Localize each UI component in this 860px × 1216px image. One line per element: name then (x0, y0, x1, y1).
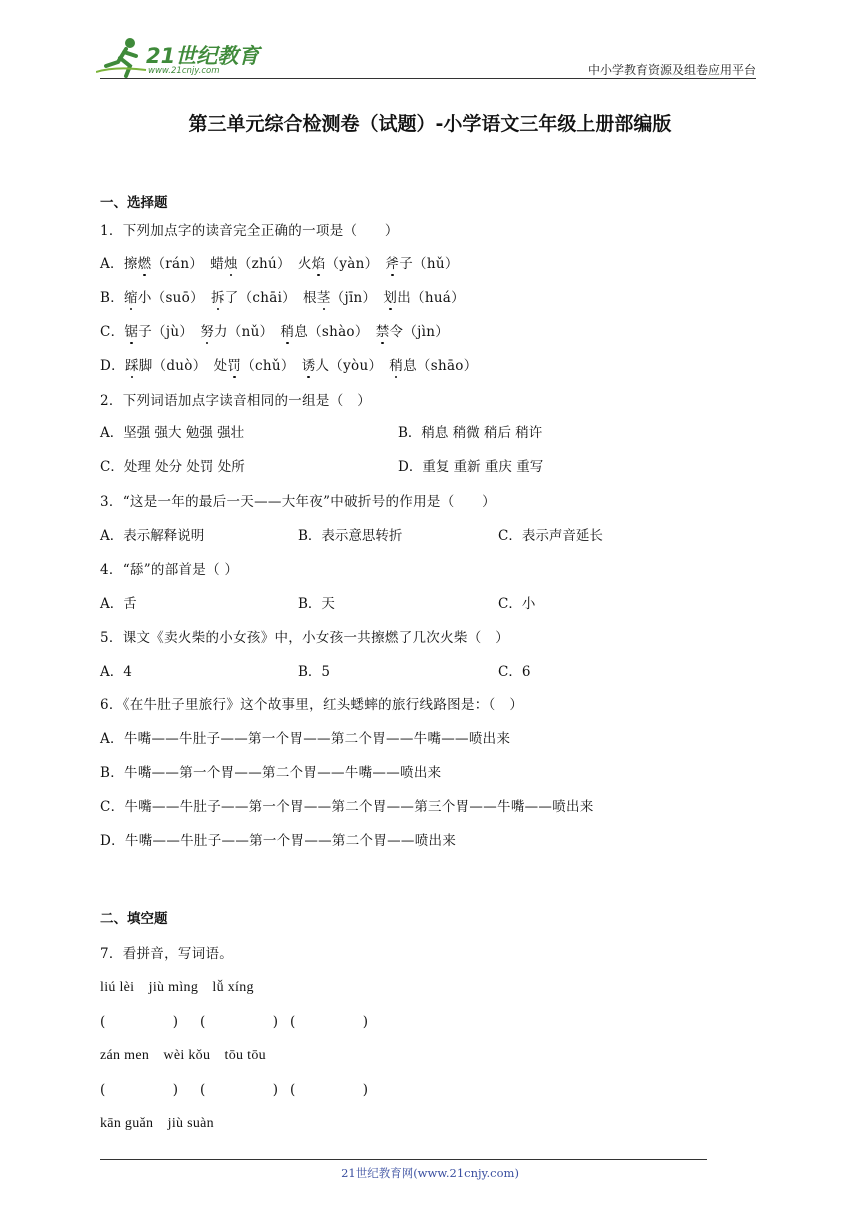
question-3-option-b: B．表示意思转折 (298, 528, 403, 544)
question-6-option-b: B．牛嘴——第一个胃——第二个胃——牛嘴——喷出来 (100, 765, 442, 781)
question-2-options-row-2 (100, 455, 760, 475)
question-5-option-c: C．6 (498, 664, 531, 680)
footer-divider (100, 1159, 707, 1160)
question-3-stem: 3．“这是一年的最后一天——大年夜”中破折号的作用是（ ） (100, 494, 496, 510)
question-5-options (100, 660, 760, 680)
pinyin-row-2: zán men wèi kǒu tōu tōu (100, 1048, 266, 1063)
answer-blanks-row-1 (100, 1010, 400, 1030)
question-5-option-b: B．5 (298, 664, 331, 680)
question-1-option-a: A．擦燃（rán） 蜡烛（zhú） 火焰（yàn） 斧子（hǔ） (100, 256, 459, 272)
question-6-option-a: A．牛嘴——牛肚子——第一个胃——第二个胃——牛嘴——喷出来 (100, 731, 511, 747)
question-7-stem: 7．看拼音，写词语。 (100, 946, 234, 962)
logo-url: www.21cnjy.com (148, 66, 220, 76)
answer-blank[interactable]: ( ) (100, 1014, 179, 1030)
question-1-stem: 1．下列加点字的读音完全正确的一项是（ ） (100, 223, 399, 239)
question-2-option-d: D．重复 重新 重庆 重写 (398, 459, 544, 475)
question-4-option-b: B．天 (298, 596, 335, 612)
section-heading-fill: 二、填空题 (100, 911, 168, 927)
question-2-options-row-1 (100, 421, 760, 441)
answer-blank[interactable]: ( ) (290, 1014, 369, 1030)
question-6-option-c: C．牛嘴——牛肚子——第一个胃——第二个胃——第三个胃——牛嘴——喷出来 (100, 799, 594, 815)
question-1-option-b: B．缩小（suō） 拆了（chāi） 根茎（jīn） 划出（huá） (100, 290, 465, 306)
question-5-stem: 5．课文《卖火柴的小女孩》中，小女孩一共擦燃了几次火柴（ ） (100, 630, 510, 646)
answer-blank[interactable]: ( ) (200, 1014, 279, 1030)
answer-blanks-row-2 (100, 1078, 400, 1098)
page-title: 第三单元综合检测卷（试题）-小学语文三年级上册部编版 (188, 113, 672, 135)
question-6-stem: 6．《在牛肚子里旅行》这个故事里，红头蟋蟀的旅行线路图是：（ ） (100, 697, 524, 713)
logo-text: 21世纪教育 (146, 44, 260, 68)
question-2-option-c: C．处理 处分 处罚 处所 (100, 459, 245, 475)
question-2-option-a: A．坚强 强大 勉强 强壮 (100, 425, 245, 441)
answer-blank[interactable]: ( ) (200, 1082, 279, 1098)
question-4-option-a: A．舌 (100, 596, 137, 612)
section-heading-choice: 一、选择题 (100, 195, 168, 211)
question-2-stem: 2．下列词语加点字读音相同的一组是（ ） (100, 393, 372, 409)
question-3-option-a: A．表示解释说明 (100, 528, 205, 544)
question-6-option-d: D．牛嘴——牛肚子——第一个胃——第二个胃——喷出来 (100, 833, 457, 849)
answer-blank[interactable]: ( ) (100, 1082, 179, 1098)
runner-logo-icon (96, 36, 148, 78)
footer-text: 21世纪教育网(www.21cnjy.com) (341, 1166, 519, 1180)
question-4-stem: 4．“舔”的部首是（ ） (100, 562, 239, 578)
platform-name: 中小学教育资源及组卷应用平台 (587, 63, 756, 77)
question-4-option-c: C．小 (498, 596, 536, 612)
question-4-options (100, 592, 760, 612)
question-1-option-c: C．锯子（jù） 努力（nǔ） 稍息（shào） 禁令（jìn） (100, 324, 450, 340)
question-3-options (100, 524, 760, 544)
question-5-option-a: A．4 (100, 664, 132, 680)
question-1-option-d: D．踩脚（duò） 处罚（chǔ） 诱人（yòu） 稍息（shāo） (100, 358, 478, 374)
header-divider (100, 78, 756, 79)
answer-blank[interactable]: ( ) (290, 1082, 369, 1098)
question-3-option-c: C．表示声音延长 (498, 528, 603, 544)
question-2-option-b: B．稍息 稍微 稍后 稍许 (398, 425, 543, 441)
pinyin-row-1: liú lèi jiù mìng lǚ xíng (100, 980, 254, 995)
pinyin-row-3: kān guǎn jiù suàn (100, 1116, 214, 1131)
